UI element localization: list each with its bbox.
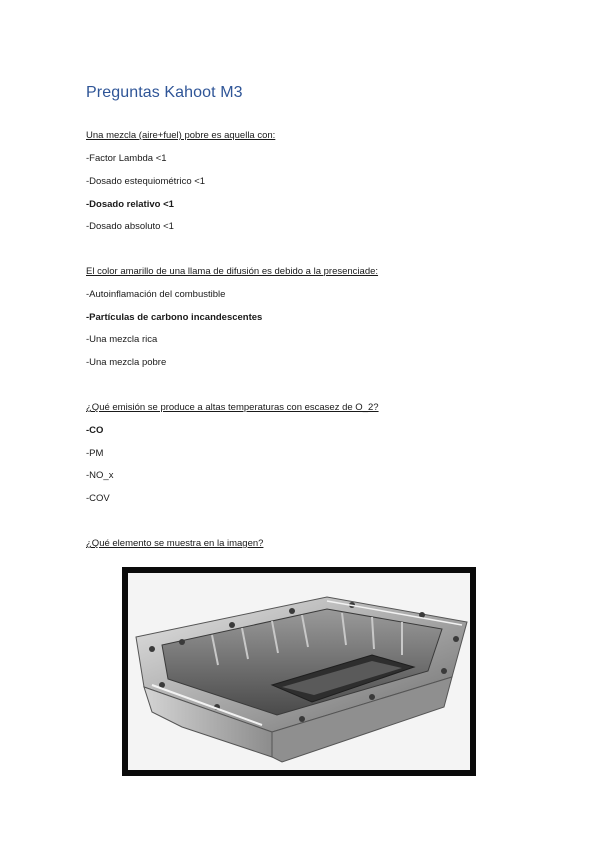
- q2-option-1: -Autoinflamación del combustible: [86, 289, 226, 300]
- question-1: Una mezcla (aire+fuel) pobre es aquella con:: [86, 130, 276, 141]
- q3-option-4: -COV: [86, 493, 110, 504]
- q1-option-4: -Dosado absoluto <1: [86, 221, 174, 232]
- question-2: El color amarillo de una llama de difusión es debido a la presenciade:: [86, 266, 379, 277]
- q2-option-3: -Una mezcla rica: [86, 334, 158, 345]
- q1-option-1: -Factor Lambda <1: [86, 153, 167, 164]
- question-4: ¿Qué elemento se muestra en la imagen?: [86, 538, 264, 549]
- page-title: Preguntas Kahoot M3: [86, 84, 243, 101]
- q2-option-2-correct: -Partículas de carbono incandescentes: [86, 312, 263, 323]
- q3-option-1-correct: -CO: [86, 425, 104, 436]
- q3-option-2: -PM: [86, 448, 104, 459]
- oil-pan-image: [122, 567, 476, 776]
- q1-option-2: -Dosado estequiométrico <1: [86, 176, 206, 187]
- q3-option-3: -NO_x: [86, 470, 114, 481]
- question-3: ¿Qué emisión se produce a altas temperaturas con escasez de O_2?: [86, 402, 379, 413]
- q2-option-4: -Una mezcla pobre: [86, 357, 167, 368]
- q1-option-3-correct: -Dosado relativo <1: [86, 199, 174, 210]
